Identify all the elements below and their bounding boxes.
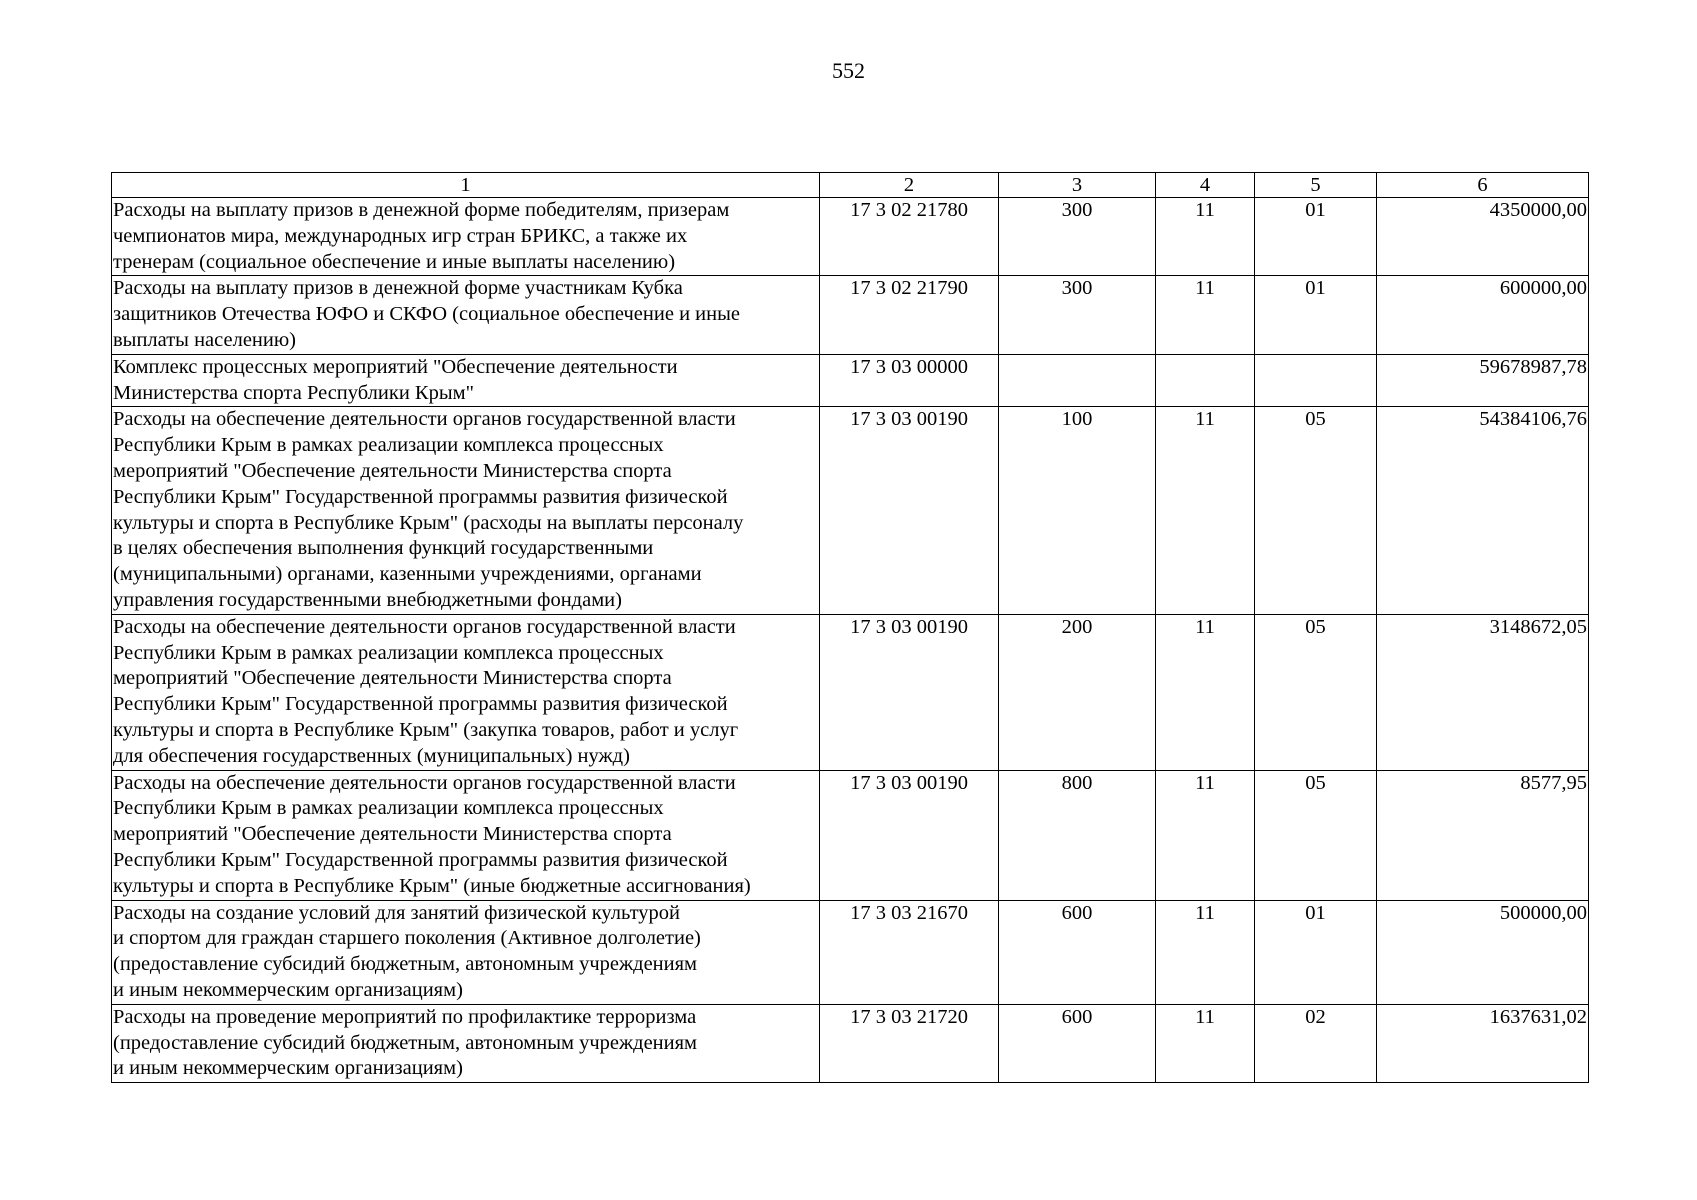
description-line: Республики Крым" Государственной программы развития физической (113, 693, 728, 716)
section-code (1156, 354, 1255, 407)
subsection-code (1255, 354, 1377, 407)
section-code: 11 (1156, 276, 1255, 354)
budget-code: 17 3 03 21670 (820, 900, 999, 1004)
description-line: (муниципальными) органами, казенными учреждениями, органами (113, 563, 702, 586)
expense-description (112, 407, 820, 614)
section-code: 11 (1156, 198, 1255, 276)
description-line: Республики Крым в рамках реализации комплекса процессных (113, 434, 664, 457)
expense-type-code: 200 (999, 614, 1156, 770)
table-row (112, 354, 1589, 407)
table-body (112, 198, 1589, 1083)
expense-type-code: 300 (999, 276, 1156, 354)
description-line: Расходы на создание условий для занятий физической культурой (113, 901, 680, 924)
description-line: Расходы на обеспечение деятельности органов государственной власти (113, 408, 736, 431)
description-line: Министерства спорта Республики Крым" (113, 381, 474, 404)
description-line: Республики Крым в рамках реализации комплекса процессных (113, 797, 664, 820)
amount-value: 600000,00 (1377, 276, 1589, 354)
expense-description (112, 354, 820, 407)
description-line: защитников Отечества ЮФО и СКФО (социальное обеспечение и иные (113, 303, 740, 326)
description-line: управления государственными внебюджетными фондами) (113, 588, 622, 611)
description-line: и иным некоммерческим организациям) (113, 1057, 463, 1080)
budget-table (111, 172, 1589, 1083)
subsection-code: 05 (1255, 614, 1377, 770)
amount-value: 4350000,00 (1377, 198, 1589, 276)
amount-value: 500000,00 (1377, 900, 1589, 1004)
budget-code: 17 3 03 00000 (820, 354, 999, 407)
amount-value: 59678987,78 (1377, 354, 1589, 407)
description-line: Расходы на проведение мероприятий по профилактике терроризма (113, 1005, 697, 1028)
amount-value: 3148672,05 (1377, 614, 1589, 770)
section-code: 11 (1156, 900, 1255, 1004)
column-header-6: 6 (1377, 173, 1589, 198)
table-row (112, 1004, 1589, 1082)
description-line: Расходы на выплату призов в денежной форме участникам Кубка (113, 277, 683, 300)
expense-description (112, 900, 820, 1004)
description-line: для обеспечения государственных (муниципальных) нужд) (113, 744, 630, 767)
expense-description (112, 614, 820, 770)
description-line: (предоставление субсидий бюджетным, автономным учреждениям (113, 953, 698, 976)
expense-type-code: 800 (999, 770, 1156, 900)
budget-code: 17 3 03 00190 (820, 770, 999, 900)
page-number: 552 (832, 58, 865, 83)
expense-description (112, 1004, 820, 1082)
table-row (112, 770, 1589, 900)
expense-description (112, 198, 820, 276)
header-row (112, 173, 1589, 198)
description-line: мероприятий "Обеспечение деятельности Министерства спорта (113, 459, 672, 482)
description-line: культуры и спорта в Республике Крым" (расходы на выплаты персоналу (113, 511, 744, 534)
table-row (112, 614, 1589, 770)
column-header-2: 2 (820, 173, 999, 198)
budget-code: 17 3 02 21790 (820, 276, 999, 354)
description-line: Расходы на выплату призов в денежной форме победителям, призерам (113, 199, 730, 221)
description-line: Республики Крым в рамках реализации комплекса процессных (113, 641, 664, 664)
table-row (112, 276, 1589, 354)
description-line: (предоставление субсидий бюджетным, автономным учреждениям (113, 1031, 698, 1054)
column-header-1: 1 (112, 173, 820, 198)
budget-code: 17 3 02 21780 (820, 198, 999, 276)
description-line: и спортом для граждан старшего поколения (Активное долголетие) (113, 927, 701, 950)
description-line: мероприятий "Обеспечение деятельности Министерства спорта (113, 823, 672, 846)
description-line: Республики Крым" Государственной программы развития физической (113, 848, 728, 871)
description-line: культуры и спорта в Республике Крым" (закупка товаров, работ и услуг (113, 718, 739, 741)
description-line: тренерам (социальное обеспечение и иные выплаты населению) (113, 250, 676, 273)
table-row (112, 407, 1589, 614)
description-line: чемпионатов мира, международных игр стран БРИКС, а также их (113, 224, 688, 247)
subsection-code: 05 (1255, 770, 1377, 900)
column-header-5: 5 (1255, 173, 1377, 198)
description-line: Республики Крым" Государственной программы развития физической (113, 485, 728, 508)
expense-description (112, 276, 820, 354)
description-line: Расходы на обеспечение деятельности органов государственной власти (113, 615, 736, 638)
description-line: мероприятий "Обеспечение деятельности Министерства спорта (113, 667, 672, 690)
expense-description (112, 770, 820, 900)
section-code: 11 (1156, 407, 1255, 614)
table-header (112, 173, 1589, 198)
expense-type-code: 600 (999, 900, 1156, 1004)
section-code: 11 (1156, 614, 1255, 770)
section-code: 11 (1156, 770, 1255, 900)
expense-type-code: 600 (999, 1004, 1156, 1082)
budget-code: 17 3 03 00190 (820, 614, 999, 770)
column-header-4: 4 (1156, 173, 1255, 198)
budget-code: 17 3 03 00190 (820, 407, 999, 614)
description-line: культуры и спорта в Республике Крым" (иные бюджетные ассигнования) (113, 874, 751, 897)
subsection-code: 01 (1255, 276, 1377, 354)
expense-type-code: 300 (999, 198, 1156, 276)
expense-type-code: 100 (999, 407, 1156, 614)
table-row (112, 900, 1589, 1004)
description-line: в целях обеспечения выполнения функций государственными (113, 537, 654, 560)
subsection-code: 01 (1255, 198, 1377, 276)
amount-value: 1637631,02 (1377, 1004, 1589, 1082)
amount-value: 54384106,76 (1377, 407, 1589, 614)
description-line: Расходы на обеспечение деятельности органов государственной власти (113, 771, 736, 794)
description-line: выплаты населению) (113, 328, 297, 351)
amount-value: 8577,95 (1377, 770, 1589, 900)
column-header-3: 3 (999, 173, 1156, 198)
table-row (112, 198, 1589, 276)
subsection-code: 01 (1255, 900, 1377, 1004)
section-code: 11 (1156, 1004, 1255, 1082)
budget-code: 17 3 03 21720 (820, 1004, 999, 1082)
expense-type-code (999, 354, 1156, 407)
subsection-code: 05 (1255, 407, 1377, 614)
description-line: и иным некоммерческим организациям) (113, 978, 463, 1001)
subsection-code: 02 (1255, 1004, 1377, 1082)
description-line: Комплекс процессных мероприятий "Обеспечение деятельности (113, 355, 678, 378)
